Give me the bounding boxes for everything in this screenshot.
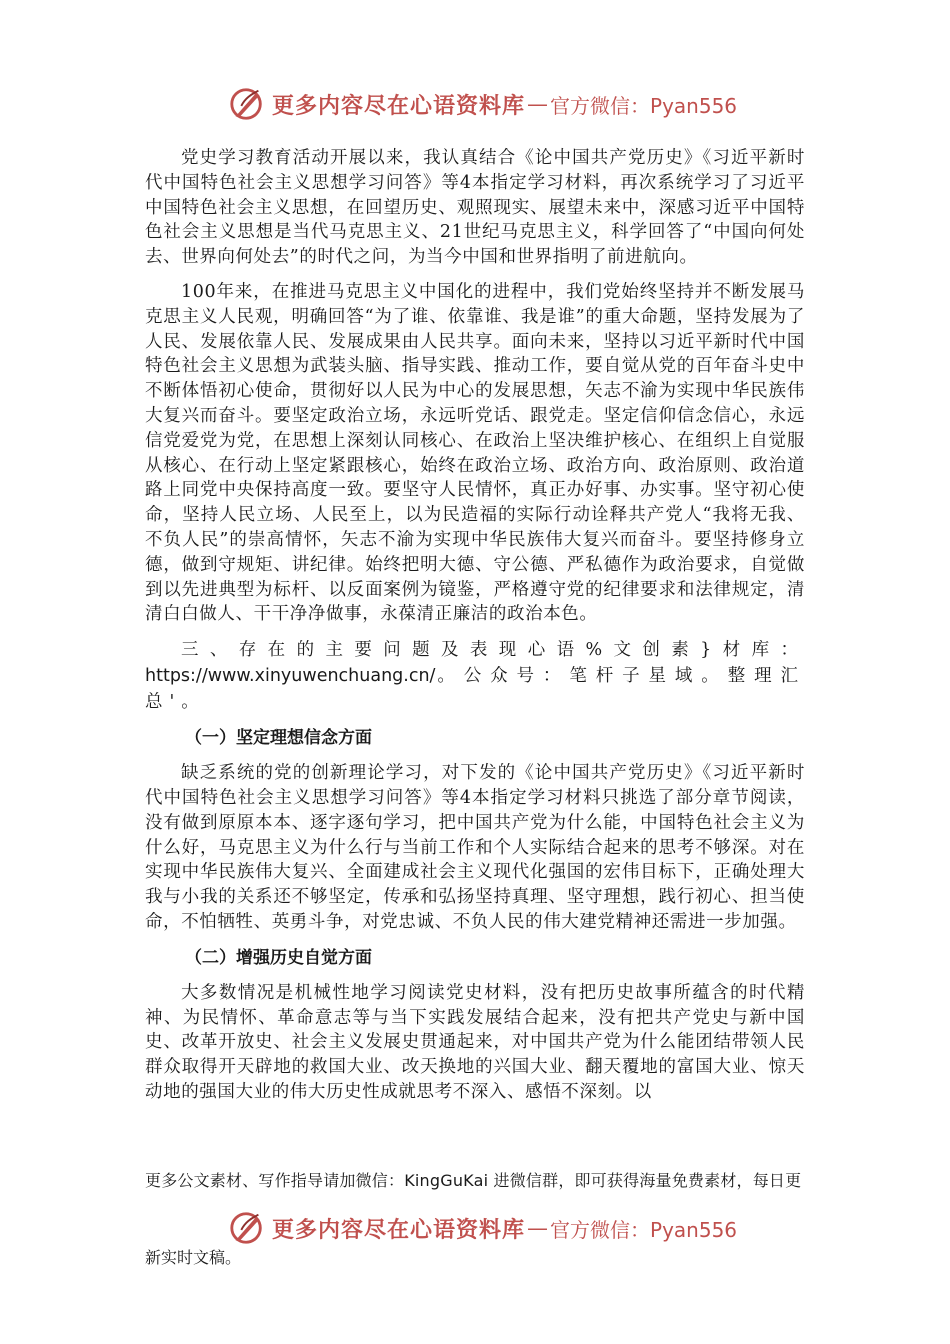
header-banner <box>228 84 748 124</box>
banner-separator: — <box>527 1216 549 1240</box>
banner-separator: — <box>527 92 549 116</box>
footer-tail-text: 新实时文稿。 <box>145 1248 242 1267</box>
heading-history: （二）增强历史自觉方面 <box>185 947 372 968</box>
heading-ideals: （一）坚定理想信念方面 <box>185 728 372 749</box>
pen-feather-logo-icon <box>228 85 266 123</box>
paragraph-intro: 党史学习教育活动开展以来，我认真结合《论中国共产党历史》《习近平新时代中国特色社会主义思想学习问答》等4本指定学习材料，再次系统学习了习近平中国特色社会主义思想，在回望历史、观照现实、展望未来中，深感习近平中国特色社会主义思想是当代马克思主义、21世纪马克思主义，科学回答了“中国向何处去、世界向何处去”的时代之问，为当今中国和世界指明了前进航向。 <box>145 148 805 268</box>
banner-brand-text: 更多内容尽在心语资料库 <box>272 92 526 119</box>
banner-brand-text: 更多内容尽在心语资料库 <box>272 1216 526 1243</box>
paragraph-people-view: 100年来，在推进马克思主义中国化的进程中，我们党始终坚持并不断发展马克思主义人民观，明确回答“为了谁、依靠谁、我是谁”的重大命题，坚持发展为了人民、发展依靠人民、发展成果由人民共享。面向未来，坚持以习近平新时代中国特色社会主义思想为武装头脑、指导实践、推动工作，要自觉从党的百年奋斗史中不断体悟初心使命，贯彻好以人民为中心的发展思想，矢志不渝为实现中华民族伟大复兴而奋斗。要坚定政治立场，永远听党话、跟党走。坚定信仰信念信心，永远信党爱党为党，在思想上深刻认同核心、在政治上坚决维护核心、在组织上自觉服从核心、在行动上坚定紧跟核心，始终在政治立场、政治方向、政治原则、政治道路上同党中央保持高度一致。要坚守人民情怀，真正办好事、办实事。坚守初心使命，坚持人民立场、人民至上，以为民造福的实际行动诠释共产党人“我将无我、不负人民”的崇高情怀，矢志不渝为实现中华民族伟大复兴而奋斗。要坚持修身立德，做到守规矩、讲纪律。始终把明大德、守公德、严私德作为政治要求，自觉做到以先进典型为标杆、以反面案例为镜鉴，严格遵守党的纪律要求和法律规定，清清白白做人、干干净净做事，永葆清正廉洁的政治本色。 <box>145 281 805 625</box>
section-three-title: 三、存在的主要问题及表现心语%文创素}材库： <box>181 640 805 661</box>
banner-account-text: 官方微信：Pyan556 <box>550 1217 738 1242</box>
paragraph-ideals: 缺乏系统的党的创新理论学习，对下发的《论中国共产党历史》《习近平新时代中国特色社会主义思想学习问答》等4本指定学习材料只挑选了部分章节阅读，没有做到原原本本、逐字逐句学习，把中国共产党为什么能，中国特色社会主义为什么好，马克思主义为什么行与当前工作和个人实际结合起来的思考不够深。对在实现中华民族伟大复兴、全面建成社会主义现代化强国的宏伟目标下，正确处理大我与小我的关系还不够坚定，传承和弘扬坚持真理、坚守理想，践行初心、担当使命，不怕牺牲、英勇斗争，对党忠诚、不负人民的伟大建党精神还需进一步加强。 <box>145 763 805 932</box>
footer-banner <box>228 1208 748 1248</box>
document-body <box>145 146 805 1115</box>
paragraph-history: 大多数情况是机械性地学习阅读党史材料，没有把历史故事所蕴含的时代精神、为民情怀、革命意志等与当下实践发展结合起来，没有把共产党史与新中国史、改革开放史、社会主义发展史贯通起来，对中国共产党为什么能团结带领人民群众取得开天辟地的救国大业、改天换地的兴国大业、翻天覆地的富国大业、惊天动地的强国大业的伟大历史性成就思考不深入、感悟不深刻。以 <box>145 982 805 1102</box>
paragraph-section-three <box>145 637 805 715</box>
watermark-url-link[interactable]: https://www.xinyuwenchuang.cn/ <box>145 666 436 687</box>
footer-promo-note: 更多公文素材、写作指导请加微信：KingGuKai 进微信群，即可获得海量免费素材，每日更 <box>145 1171 802 1190</box>
banner-account-text: 官方微信：Pyan556 <box>550 93 738 118</box>
pen-feather-logo-icon <box>228 1209 266 1247</box>
section-three-tail: 。公众号：笔杆子星域。整理汇总'。 <box>145 666 805 713</box>
